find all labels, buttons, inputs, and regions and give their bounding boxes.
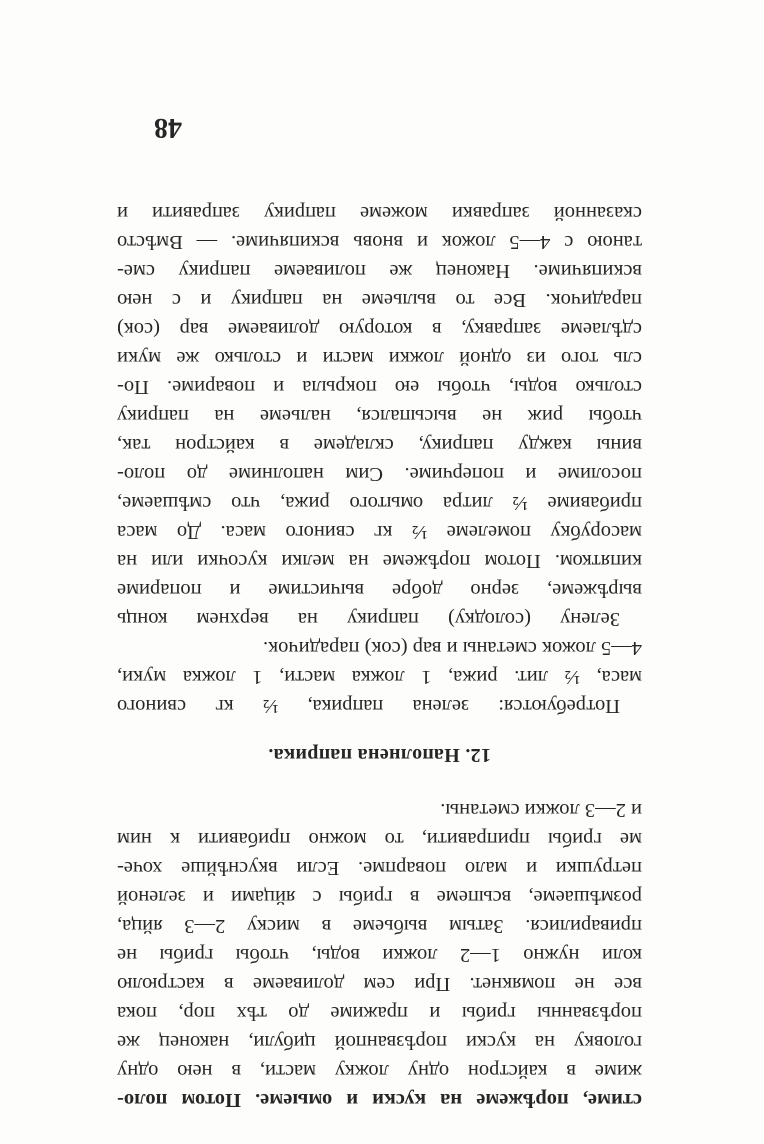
text-line: Потребуются: зелена паприка, ½ кг свиного (117, 695, 620, 717)
text-line: вины кажду паприку, складеме в кайстрон так, (117, 434, 642, 456)
text-line: ме грибы приправити, то можно прибавити к ним (117, 828, 642, 850)
text-line: Зелену (солодку) паприку на верхнем конць (117, 608, 620, 630)
text-line: прибавиме ½ литра омытого рижа, что смѣшаеме, (117, 492, 642, 514)
page-number: 48 (154, 112, 182, 143)
text-line: масорубку помелеме ½ кг свиного маса. До маса (117, 521, 642, 543)
text-line: жиме в кайстрон одну ложку масти, в нею одну (117, 1060, 642, 1082)
text-line: сказанной заправки можеме паприку заправити и (117, 202, 642, 224)
text-line: посолиме и поперчиме. Сим наполниме до поло- (117, 463, 642, 485)
text-line: розмѣшаеме, всыпеме в грибы с яйцами и зеленой (117, 886, 642, 908)
text-line: вскипячиме. Наконец же поливаеме паприку сме- (117, 260, 642, 282)
paragraph-top (117, 795, 642, 1114)
text-line: и 2—3 ложки сметаны. (440, 799, 642, 821)
section-title: 12. Наполнена паприка. (268, 744, 491, 766)
text-line: столько воды, чтобы ею покрыла и повариме. По- (117, 376, 642, 398)
text-line: порѣзванны грибы и пражиме до тѣх пор, пока (117, 1002, 642, 1024)
text-line: маса, ½ лит. рижа, 1 ложка масти, 1 ложка муки, (117, 666, 642, 688)
text-line: стиме, порѣжеме на куски и омыеме. Потом поло- (117, 1089, 642, 1111)
text-line: сдѣлаеме заправку, в которую доливаеме вар (сок) (117, 318, 642, 340)
recipe-text-column (117, 198, 642, 1114)
paragraph-main (117, 198, 642, 633)
text-line: головку на куски порѣзванпой цибули, наконец же (117, 1031, 642, 1053)
text-line: сль того из одной ложки масти и столько же муки (117, 347, 642, 369)
text-line: вырѣжеме, зерно добре вычистиме и попариме (117, 579, 642, 601)
text-line: петрушки и мало поварпме. Если вкуснѣйше хоче- (117, 857, 642, 879)
ingredients-paragraph (117, 633, 642, 720)
text-line: таною с 4—5 ложок и вновь вскипячиме. — Вмѣсто (117, 231, 642, 253)
text-line: парадичок. Все то выльеме на паприку и с нею (117, 289, 642, 311)
text-line: кипятком. Потом порѣжеме на мелки кусочки или на (117, 550, 642, 572)
text-line: 4—5 ложок сметаны и вар (сок) парадичок. (263, 637, 642, 659)
text-line: коли нужно 1—2 ложки воды, чтобы грибы не (117, 944, 642, 966)
text-line: приварилися. Затым выбьеме в миску 2—3 яйца, (117, 915, 642, 937)
text-line: чтобы риж не высыпался, нальеме на паприку (117, 405, 642, 427)
text-line: все не помякнет. При сем доливаеме в кастрюлю (117, 973, 642, 995)
